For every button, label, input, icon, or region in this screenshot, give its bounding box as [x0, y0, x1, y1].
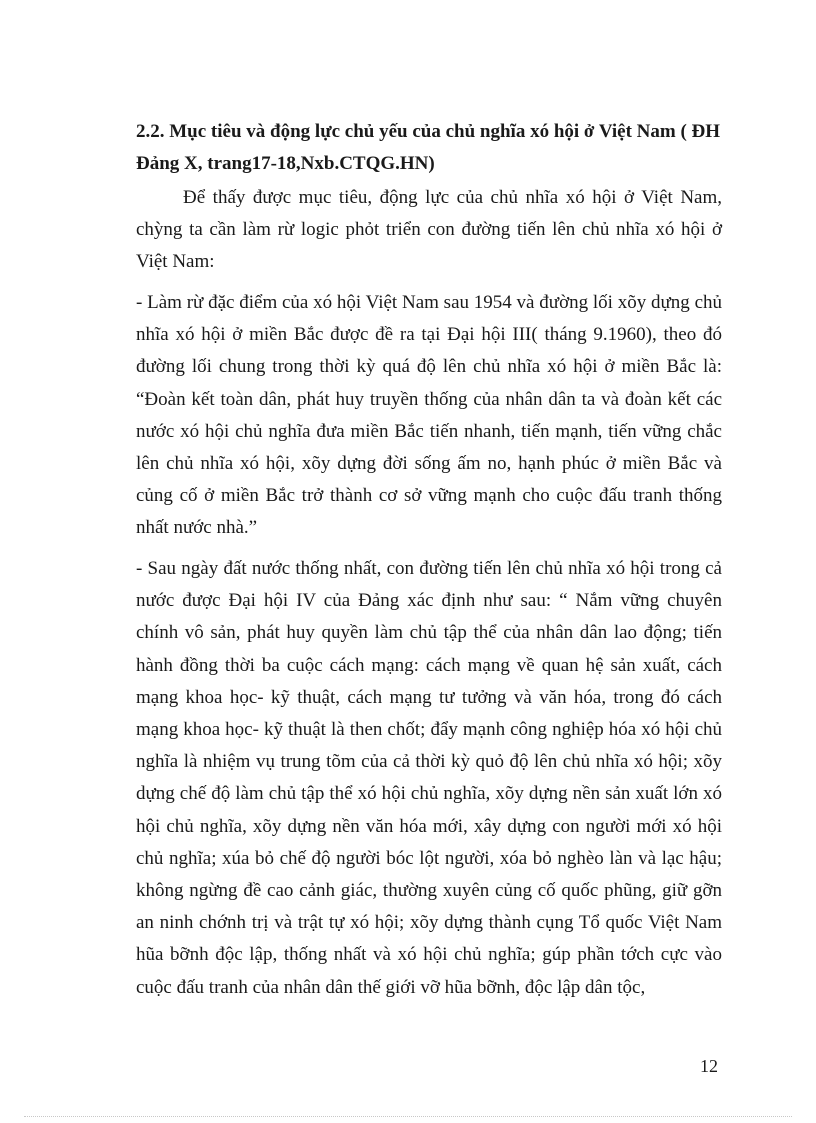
section-heading: 2.2. Mục tiêu và động lực chủ yếu của chủ nghĩa xó hội ở Việt Nam ( ĐH Đảng X, trang17-18,Nxb.CTQG.HN): [136, 121, 721, 174]
page-bottom-divider: [24, 1116, 792, 1117]
paragraph-intro: Để thấy được mục tiêu, động lực của chủ nhĩa xó hội ở Việt Nam, chỳng ta cần làm rừ logic phỏt triển con đường tiến lên chủ nhĩa xó hội ở Việt Nam:: [136, 187, 722, 273]
page-number: 12: [700, 1056, 718, 1076]
paragraph-north-vietnam: - Làm rừ đặc điểm của xó hội Việt Nam sau 1954 và đường lối xõy dựng chủ nhĩa xó hội ở miền Bắc được đề ra tại Đại hội III( tháng 9.1960), theo đó đường lối chung trong thời kỳ quá độ lên chủ nhĩa xó hội ở miền Bắc là: “Đoàn kết toàn dân, phát huy truyền thống của nhân dân ta và đoàn kết các nước xó hội chủ nghĩa đưa miền Bắc tiến nhanh, tiến mạnh, tiến vững chắc lên chủ nhĩa xó hội, xõy dựng đời sống ấm no, hạnh phúc ở miền Bắc và củng cố ở miền Bắc trở thành cơ sở vững mạnh cho cuộc đấu tranh thống nhất nước nhà.”: [136, 292, 722, 539]
paragraph-national-path: - Sau ngày đất nước thống nhất, con đường tiến lên chủ nhĩa xó hội trong cả nước được Đại hội IV của Đảng xác định như sau: “ Nắm vững chuyên chính vô sản, phát huy quyền làm chủ tập thể của nhân dân lao động; tiến hành đồng thời ba cuộc cách mạng: cách mạng về quan hệ sản xuất, cách mạng khoa học- kỹ thuật, cách mạng tư tưởng và văn hóa, trong đó cách mạng khoa học- kỹ thuật là then chốt; đẩy mạnh công nghiệp hóa xó hội chủ nghĩa là nhiệm vụ trung tõm của cả thời kỳ quỏ độ lên chủ nhĩa xó hội; xõy dựng chế độ làm chủ tập thể xó hội chủ nghĩa, xõy dựng nền sản xuất lớn xó hội chủ nghĩa, xõy dựng nền văn hóa mới, xây dựng con người mới xó hội chủ nghĩa; xúa bỏ chế độ người bóc lột người, xóa bỏ nghèo làn và lạc hậu; không ngừng đề cao cảnh giác, thường xuyên củng cố quốc phũng, giữ gỡn an ninh chớnh trị và trật tự xó hội; xõy dựng thành cụng Tổ quốc Việt Nam hũa bỡnh độc lập, thống nhất và xó hội chủ nghĩa; gúp phần tớch cực vào cuộc đấu tranh của nhân dân thế giới vỡ hũa bỡnh, độc lập dân tộc,: [136, 558, 722, 998]
